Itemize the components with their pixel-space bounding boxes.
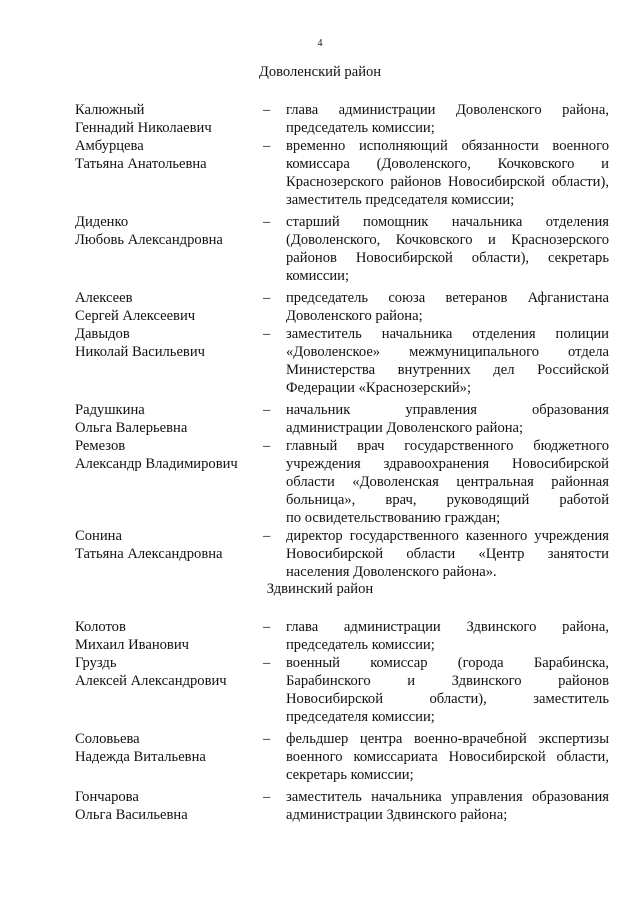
member-entry — [0, 325, 640, 397]
role-line: секретарь комиссии; — [286, 767, 414, 783]
dash-separator: – — [263, 789, 271, 805]
member-name — [75, 401, 255, 437]
member-given-names: Сергей Алексеевич — [75, 308, 196, 324]
member-given-names: Геннадий Николаевич — [75, 120, 212, 136]
section-dovolensky — [0, 63, 640, 581]
member-given-names: Ольга Васильевна — [75, 807, 188, 823]
member-surname: Алексеев — [75, 290, 133, 306]
member-surname: Давыдов — [75, 326, 130, 342]
member-entry — [0, 137, 640, 209]
role-line: военный комиссар (города Барабинска, — [286, 655, 609, 671]
role-line: заместитель начальника управления образования — [286, 789, 609, 805]
role-line: главный врач государственного бюджетного — [286, 438, 609, 454]
member-role — [286, 730, 609, 784]
member-name — [75, 527, 255, 563]
member-entry — [0, 618, 640, 654]
member-entry — [0, 527, 640, 581]
member-name — [75, 788, 255, 824]
member-role — [286, 437, 609, 527]
member-role — [286, 289, 609, 325]
member-name — [75, 730, 255, 766]
role-line: Федерации «Краснозерский»; — [286, 380, 472, 396]
member-given-names: Татьяна Александровна — [75, 546, 223, 562]
member-surname: Амбурцева — [75, 138, 144, 154]
member-given-names: Татьяна Анатольевна — [75, 156, 207, 172]
section-title: Здвинский район — [266, 581, 374, 597]
member-name — [75, 654, 255, 690]
dash-separator: – — [263, 102, 271, 118]
member-given-names: Алексей Александрович — [75, 673, 227, 689]
member-surname: Груздь — [75, 655, 117, 671]
member-surname: Соловьева — [75, 731, 140, 747]
dash-separator: – — [263, 138, 271, 154]
member-given-names: Николай Васильевич — [75, 344, 205, 360]
dash-separator: – — [263, 438, 271, 454]
role-line: комиссара (Доволенского, Кочковского и — [286, 156, 609, 172]
member-name — [75, 137, 255, 173]
member-entry — [0, 654, 640, 726]
role-line: Краснозерского районов Новосибирской области), — [286, 174, 609, 190]
member-given-names: Ольга Валерьевна — [75, 420, 188, 436]
role-line: председатель союза ветеранов Афганистана — [286, 290, 609, 306]
member-role — [286, 325, 609, 397]
member-surname: Колотов — [75, 619, 126, 635]
member-name — [75, 101, 255, 137]
page-number: 4 — [317, 38, 323, 49]
role-line: глава администрации Здвинского района, — [286, 619, 609, 635]
member-given-names: Александр Владимирович — [75, 456, 238, 472]
role-line: Доволенского района; — [286, 308, 423, 324]
role-line: директор государственного казенного учреждения — [286, 528, 609, 544]
member-name — [75, 325, 255, 361]
dash-separator: – — [263, 214, 271, 230]
dash-separator: – — [263, 655, 271, 671]
member-role — [286, 618, 609, 654]
member-given-names: Надежда Витальевна — [75, 749, 206, 765]
member-name — [75, 289, 255, 325]
role-line: учреждения здравоохранения Новосибирской — [286, 456, 609, 472]
role-line: фельдшер центра военно-врачебной экспертизы — [286, 731, 609, 747]
section-title: Доволенский район — [258, 64, 382, 80]
role-line: председатель комиссии; — [286, 637, 435, 653]
dash-separator: – — [263, 528, 271, 544]
role-line: Барабинского и Здвинского районов — [286, 673, 609, 689]
member-entry — [0, 788, 640, 824]
role-line: председателя комиссии; — [286, 709, 435, 725]
role-line: председатель комиссии; — [286, 120, 435, 136]
section-zdvinsky — [0, 580, 640, 824]
role-line: по освидетельствованию граждан; — [286, 510, 501, 526]
member-surname: Сонина — [75, 528, 122, 544]
member-surname: Гончарова — [75, 789, 139, 805]
role-line: (Доволенского, Кочковского и Краснозерского — [286, 232, 609, 248]
member-given-names: Михаил Иванович — [75, 637, 189, 653]
role-line: «Доволенское» межмуниципального отдела — [286, 344, 609, 360]
dash-separator: – — [263, 731, 271, 747]
member-entry — [0, 401, 640, 437]
role-line: военного комиссариата Новосибирской области, — [286, 749, 609, 765]
role-line: области «Доволенская центральная районная — [286, 474, 609, 490]
member-name — [75, 213, 255, 249]
member-entry — [0, 730, 640, 784]
member-surname: Калюжный — [75, 102, 145, 118]
member-role — [286, 788, 609, 824]
member-role — [286, 401, 609, 437]
role-line: больница», врач, руководящий работой — [286, 492, 609, 508]
role-line: заместитель начальника отделения полиции — [286, 326, 609, 342]
role-line: населения Доволенского района». — [286, 564, 497, 580]
member-entry — [0, 289, 640, 325]
member-entry — [0, 101, 640, 137]
role-line: Министерства внутренних дел Российской — [286, 362, 609, 378]
role-line: Новосибирской области «Центр занятости — [286, 546, 609, 562]
role-line: начальник управления образования — [286, 402, 609, 418]
member-name — [75, 618, 255, 654]
role-line: комиссии; — [286, 268, 350, 284]
dash-separator: – — [263, 619, 271, 635]
role-line: старший помощник начальника отделения — [286, 214, 609, 230]
member-role — [286, 137, 609, 209]
member-role — [286, 213, 609, 285]
role-line: администрации Здвинского района; — [286, 807, 508, 823]
member-entry — [0, 213, 640, 285]
member-surname: Ремезов — [75, 438, 126, 454]
member-given-names: Любовь Александровна — [75, 232, 223, 248]
member-role — [286, 101, 609, 137]
role-line: районов Новосибирской области), секретарь — [286, 250, 609, 266]
role-line: администрации Доволенского района; — [286, 420, 524, 436]
member-role — [286, 527, 609, 581]
role-line: глава администрации Доволенского района, — [286, 102, 609, 118]
member-entry — [0, 437, 640, 527]
member-surname: Диденко — [75, 214, 129, 230]
role-line: временно исполняющий обязанности военного — [286, 138, 609, 154]
dash-separator: – — [263, 326, 271, 342]
role-line: заместитель председателя комиссии; — [286, 192, 515, 208]
member-role — [286, 654, 609, 726]
dash-separator: – — [263, 290, 271, 306]
role-line: Новосибирской области), заместитель — [286, 691, 609, 707]
member-surname: Радушкина — [75, 402, 145, 418]
dash-separator: – — [263, 402, 271, 418]
member-name — [75, 437, 255, 473]
